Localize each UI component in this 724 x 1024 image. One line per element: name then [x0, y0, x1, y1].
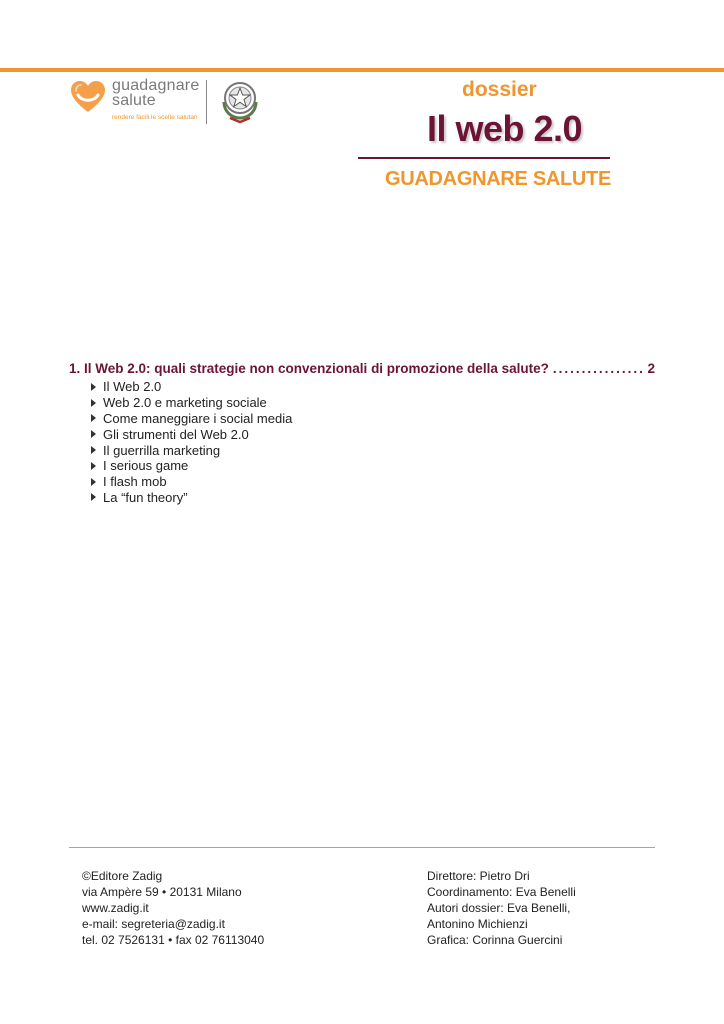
- italian-republic-emblem-icon: [218, 78, 262, 124]
- bullet-triangle-icon: [91, 478, 96, 486]
- bullet-triangle-icon: [91, 383, 96, 391]
- toc-item-label: La “fun theory”: [103, 489, 188, 505]
- publisher-phone: tel. 02 7526131 • fax 02 76113040: [82, 933, 265, 947]
- bullet-triangle-icon: [91, 493, 96, 501]
- publisher-name: ©Editore Zadig: [82, 869, 163, 883]
- table-of-contents: [69, 361, 655, 505]
- toc-item-label: Web 2.0 e marketing sociale: [103, 395, 267, 411]
- toc-item-label: I serious game: [103, 458, 189, 474]
- publisher-website[interactable]: www.zadig.it: [82, 901, 149, 915]
- toc-item-label: Gli strumenti del Web 2.0: [103, 426, 249, 442]
- guadagnare-salute-logo: [70, 78, 270, 128]
- credit-authors-cont: Antonino Michienzi: [427, 917, 528, 931]
- toc-item-label: Il guerrilla marketing: [103, 442, 221, 458]
- publisher-address: via Ampère 59 • 20131 Milano: [82, 885, 242, 899]
- logo-separator: [206, 80, 207, 124]
- toc-chapter-1[interactable]: [69, 361, 655, 379]
- toc-subsections: [69, 379, 655, 505]
- list-item[interactable]: [91, 379, 655, 395]
- brand-name: guadagnare salute: [112, 77, 200, 109]
- dossier-kicker: dossier: [462, 78, 537, 101]
- bullet-triangle-icon: [91, 462, 96, 470]
- title-underline: [358, 157, 610, 159]
- list-item[interactable]: [91, 490, 655, 506]
- bullet-triangle-icon: [91, 430, 96, 438]
- toc-page-number: 2: [647, 361, 655, 376]
- list-item[interactable]: [91, 411, 655, 427]
- footer-rule: [69, 847, 655, 848]
- toc-chapter-title: 1. Il Web 2.0: quali strategie non convenzionali di promozione della salute?: [69, 361, 549, 376]
- credit-coordination: Coordinamento: Eva Benelli: [427, 885, 576, 899]
- page-title: Il web 2.0: [427, 108, 583, 149]
- page-subtitle: GUADAGNARE SALUTE: [385, 168, 612, 190]
- toc-leader-dots: [553, 361, 644, 376]
- list-item[interactable]: [91, 458, 655, 474]
- toc-item-label: Come maneggiare i social media: [103, 410, 293, 426]
- list-item[interactable]: [91, 474, 655, 490]
- bullet-triangle-icon: [91, 399, 96, 407]
- publisher-info: [82, 868, 264, 948]
- list-item[interactable]: [91, 426, 655, 442]
- brand-tagline: rendere facili le scelte salutari: [112, 114, 198, 121]
- publisher-email[interactable]: e-mail: segreteria@zadig.it: [82, 917, 225, 931]
- toc-item-label: I flash mob: [103, 474, 167, 490]
- credits: [427, 868, 576, 948]
- credit-director: Direttore: Pietro Dri: [427, 869, 530, 883]
- bullet-triangle-icon: [91, 414, 96, 422]
- top-orange-rule: [0, 68, 724, 72]
- bullet-triangle-icon: [91, 446, 96, 454]
- list-item[interactable]: [91, 442, 655, 458]
- credit-graphics: Grafica: Corinna Guercini: [427, 933, 563, 947]
- credit-authors: Autori dossier: Eva Benelli,: [427, 901, 571, 915]
- toc-item-label: Il Web 2.0: [103, 379, 162, 395]
- heart-icon: [70, 80, 106, 114]
- list-item[interactable]: [91, 395, 655, 411]
